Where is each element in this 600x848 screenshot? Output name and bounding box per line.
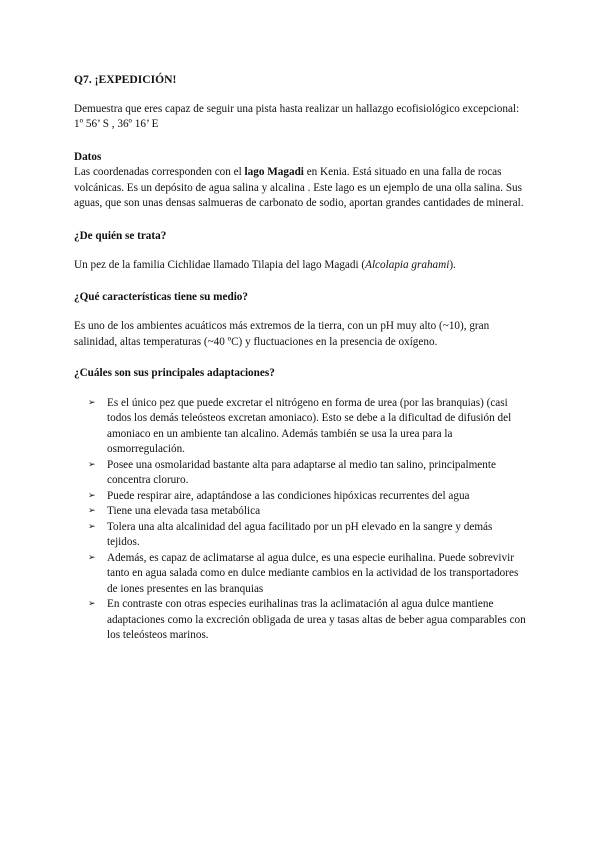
list-item-text: Tiene una elevada tasa metabólica [107,505,261,517]
list-item [88,597,526,644]
list-item-text: Además, es capaz de aclimatarse al agua dulce, es una especie eurihalina. Puede sobrevivir tanto en agua salada como en dulce mediante cambios en la actividad de los transportadores de iones presentes en las branquias [107,551,519,595]
question-environment: ¿Qué características tiene su medio? [74,290,248,303]
list-item-text: Tolera una alta alcalinidad del agua facilitado por un pH elevado en la sangre y demás tejidos. [107,520,493,548]
list-item [88,520,526,551]
list-item-text: Puede respirar aire, adaptándose a las condiciones hipóxicas recurrentes del agua [107,489,470,502]
species-name: Alcolapia grahami [365,259,450,271]
question-who: ¿De quién se trata? [74,229,167,242]
arrow-bullet-icon: ➢ [88,599,96,609]
datos-text-before: Las coordenadas corresponden con el [74,166,245,178]
list-item [88,504,526,520]
adaptations-list [74,396,526,644]
intro-paragraph: Demuestra que eres capaz de seguir una pista hasta realizar un hallazgo ecofisiológico excepcional: 1º 56’ S , 36º 16’ E [74,102,520,130]
list-item [88,551,526,598]
answer-who [74,258,526,274]
arrow-bullet-icon: ➢ [88,397,96,408]
answer-who-after: ). [449,259,456,271]
arrow-bullet-icon: ➢ [88,459,96,470]
document-page [74,72,526,644]
list-item [88,489,526,505]
arrow-bullet-icon: ➢ [88,490,96,501]
list-item-text: Es el único pez que puede excretar el nitrógeno en forma de urea (por las branquias) (casi todos los demás teleósteos excretan amoniaco). Esto se debe a la dificultad de difusión del amoniaco en un ambiente tan alcalino. Además también se usa la urea para la osmorregulación. [107,396,512,455]
datos-heading: Datos [74,150,102,163]
datos-paragraph [74,165,526,212]
question-title: Q7. ¡EXPEDICIÓN! [74,73,177,86]
answer-who-before: Un pez de la familia Cichlidae llamado Tilapia del lago Magadi ( [74,259,366,271]
list-item [88,458,526,489]
datos-text-after: en Kenia. Está situado en una falla de rocas volcánicas. Es un depósito de agua salina y alcalina . Este lago es un ejemplo de una olla salina. Sus aguas, que son unas densas salmueras de carbonato de sodio, aportan grandes cantidades de mineral. [74,166,524,209]
arrow-bullet-icon: ➢ [88,506,96,516]
list-item-text: En contraste con otras especies eurihalinas tras la aclimatación al agua dulce mantiene adaptaciones como la excreción obligada de urea y tasas altas de beber agua comparables con los teleósteos marinos. [107,598,526,641]
arrow-bullet-icon: ➢ [88,521,96,532]
list-item-text: Posee una osmolaridad bastante alta para adaptarse al medio tan salino, principalmente concentra cloruro. [107,458,496,486]
list-item [88,396,526,458]
place-name: lago Magadi [244,166,304,178]
answer-environment: Es uno de los ambientes acuáticos más extremos de la tierra, con un pH muy alto (~10), gran salinidad, altas temperaturas (~40 ºC) y fluctuaciones en la presencia de oxígeno. [74,320,490,348]
question-adaptations: ¿Cuáles son sus principales adaptaciones? [74,367,275,379]
arrow-bullet-icon: ➢ [88,552,96,563]
